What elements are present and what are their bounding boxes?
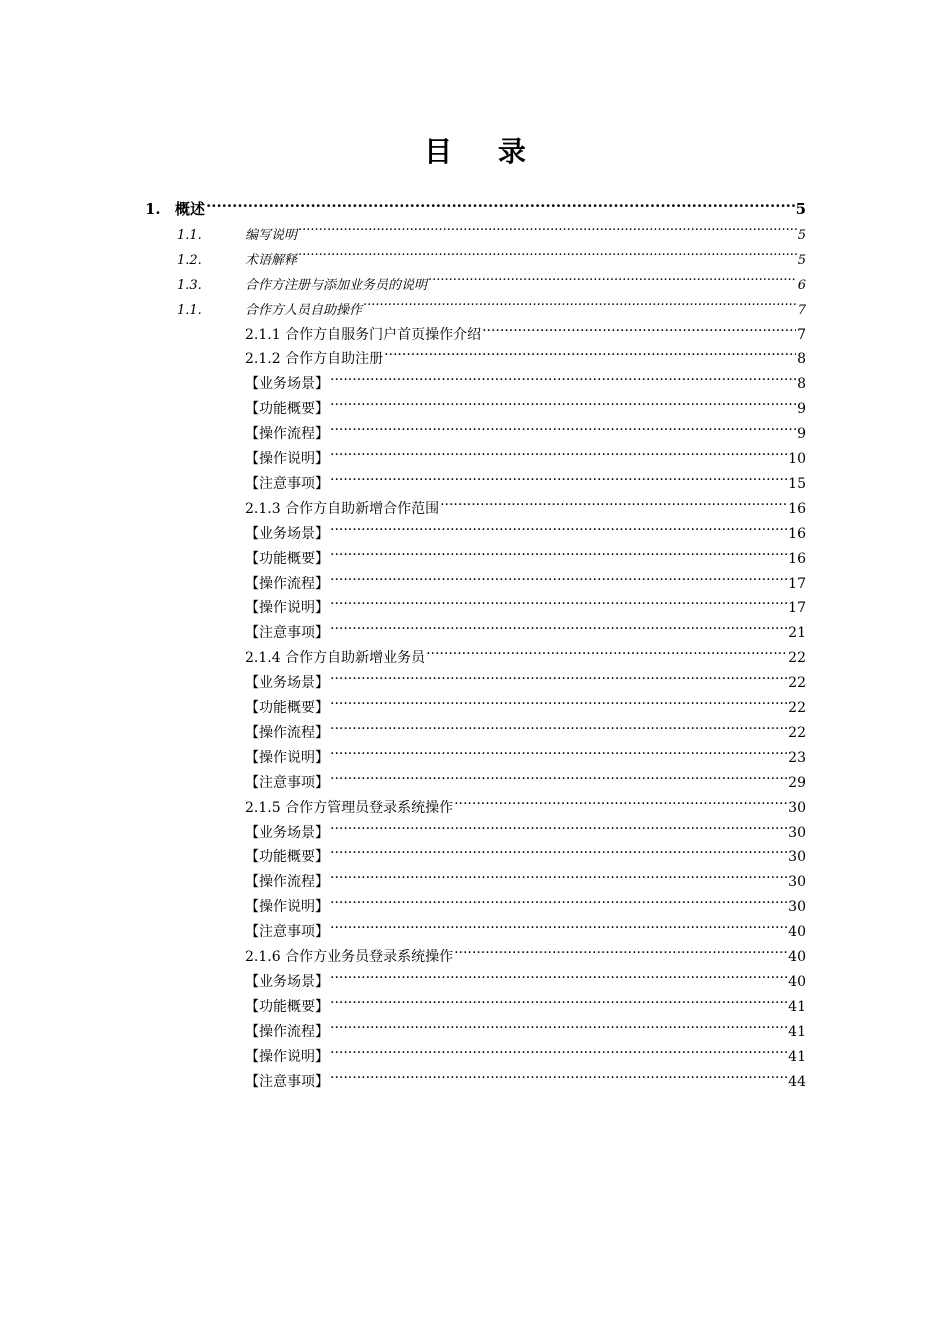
- toc-entry-page-number: 41: [788, 1048, 806, 1065]
- dot-leader: [330, 588, 787, 612]
- toc-entry-page-number: 7: [797, 302, 806, 318]
- toc-entry-page-number: 40: [788, 949, 806, 965]
- dot-leader: [330, 414, 796, 438]
- dot-leader: [330, 837, 787, 861]
- toc-entry-level3[interactable]: [245, 937, 806, 965]
- toc-entry-level3[interactable]: [245, 613, 806, 642]
- dot-leader: [454, 788, 787, 812]
- toc-entry-label: 合作方注册与添加业务员的说明: [245, 277, 428, 293]
- dot-leader: [330, 688, 787, 712]
- dot-leader: [298, 215, 797, 239]
- toc-entry-label: 术语解释: [245, 252, 298, 268]
- dot-leader: [454, 937, 787, 961]
- toc-entry-label: 2.1.3 合作方自助新增合作范围: [245, 500, 440, 517]
- toc-entry-page-number: 22: [788, 675, 806, 692]
- toc-entry-label: 【操作说明】: [245, 1048, 329, 1065]
- dot-leader: [330, 464, 787, 488]
- toc-entry-label: 【功能概要】: [245, 998, 329, 1015]
- toc-entry-page-number: 8: [797, 376, 806, 393]
- dot-leader: [426, 638, 787, 662]
- dot-leader: [330, 912, 787, 936]
- toc-entry-level3[interactable]: [245, 713, 806, 741]
- toc-entry-label: 【操作说明】: [245, 899, 329, 916]
- toc-entry-level3[interactable]: [245, 315, 806, 343]
- toc-entry-number: 1.2.: [177, 252, 202, 268]
- toc-entry-page-number: 15: [788, 475, 806, 492]
- toc-entry-label: 2.1.2 合作方自助注册: [245, 351, 384, 368]
- toc-entry-page-number: 22: [788, 700, 806, 716]
- toc-entry-label: 【业务场景】: [245, 973, 329, 990]
- toc-entry-level3[interactable]: [245, 1062, 806, 1090]
- toc-entry-page-number: 6: [797, 277, 806, 293]
- dot-leader: [330, 813, 787, 837]
- toc-entry-label: 2.1.6 合作方业务员登录系统操作: [245, 949, 454, 965]
- toc-entry-label: 合作方人员自助操作: [245, 302, 363, 318]
- toc-entry-level3[interactable]: [245, 339, 806, 368]
- toc-entry-level3[interactable]: [245, 962, 806, 990]
- toc-entry-number: 1.1.: [177, 227, 202, 243]
- dot-leader: [330, 862, 787, 886]
- dot-leader: [330, 713, 787, 737]
- toc-entry-page-number: 40: [788, 924, 806, 941]
- toc-entry-page-number: 29: [788, 774, 806, 791]
- toc-entry-page-number: 22: [788, 650, 806, 667]
- toc-entry-level3[interactable]: [245, 489, 806, 517]
- toc-entry-label: 【操作说明】: [245, 451, 329, 467]
- toc-entry-level3[interactable]: [245, 813, 806, 841]
- toc-entry-level3[interactable]: [245, 539, 806, 567]
- toc-entry-page-number: 21: [788, 625, 806, 642]
- dot-leader: [428, 265, 797, 289]
- dot-leader: [330, 613, 787, 637]
- toc-entry-level3[interactable]: [245, 1037, 806, 1065]
- toc-entry-page-number: 5: [797, 252, 806, 268]
- toc-entry-level3[interactable]: [245, 887, 806, 916]
- toc-entry-level3[interactable]: [245, 439, 806, 467]
- toc-entry-level3[interactable]: [245, 862, 806, 891]
- toc-entry-level3[interactable]: [245, 912, 806, 941]
- toc-entry-label: 【业务场景】: [245, 675, 329, 692]
- dot-leader: [330, 1012, 787, 1036]
- toc-entry-level3[interactable]: [245, 364, 806, 393]
- dot-leader: [363, 290, 797, 314]
- toc-entry-number: 1.: [145, 200, 161, 218]
- toc-entry-label: 编写说明: [245, 227, 298, 243]
- toc-entry-level3[interactable]: [245, 588, 806, 617]
- toc-entry-page-number: 22: [788, 724, 806, 741]
- toc-entry-label: 【业务场景】: [245, 525, 329, 542]
- toc-entry-label: 【操作流程】: [245, 1023, 329, 1040]
- toc-entry-level2[interactable]: [177, 215, 806, 243]
- dot-leader: [330, 514, 787, 538]
- toc-entry-page-number: 17: [788, 600, 806, 617]
- dot-leader: [330, 539, 787, 563]
- dot-leader: [330, 887, 787, 911]
- toc-entry-label: 2.1.4 合作方自助新增业务员: [245, 650, 426, 667]
- dot-leader: [206, 190, 795, 214]
- toc-entry-level2[interactable]: [177, 265, 806, 293]
- toc-entry-level3[interactable]: [245, 514, 806, 542]
- dot-leader: [330, 962, 787, 986]
- toc-entry-page-number: 41: [788, 998, 806, 1015]
- toc-entry-label: 2.1.5 合作方管理员登录系统操作: [245, 799, 454, 816]
- dot-leader: [330, 987, 787, 1011]
- toc-entry-number: 1.3.: [177, 277, 202, 293]
- toc-entry-level3[interactable]: [245, 837, 806, 866]
- toc-entry-page-number: 9: [797, 426, 806, 443]
- toc-entry-label: 【操作流程】: [245, 426, 329, 443]
- toc-entry-level2[interactable]: [177, 290, 806, 318]
- toc-entry-page-number: 17: [788, 575, 806, 592]
- toc-entry-page-number: 5: [797, 227, 806, 243]
- toc-title: 目 录: [424, 135, 544, 168]
- toc-entry-page-number: 30: [788, 849, 806, 866]
- toc-entry-label: 2.1.1 合作方自服务门户首页操作介绍: [245, 326, 482, 343]
- toc-entry-page-number: 40: [788, 973, 806, 990]
- dot-leader: [384, 339, 796, 363]
- toc-entry-label: 【注意事项】: [245, 924, 329, 941]
- dot-leader: [330, 564, 787, 588]
- toc-entry-level3[interactable]: [245, 564, 806, 592]
- toc-entry-level3[interactable]: [245, 638, 806, 667]
- toc-entry-label: 【注意事项】: [245, 1073, 329, 1090]
- toc-entry-label: 【业务场景】: [245, 824, 329, 841]
- toc-entry-page-number: 16: [788, 550, 806, 567]
- toc-entry-label: 【操作流程】: [245, 874, 329, 891]
- toc-entry-page-number: 16: [788, 500, 806, 517]
- toc-entry-label: 【注意事项】: [245, 625, 329, 642]
- toc-entry-page-number: 8: [797, 351, 806, 368]
- toc-entry-level3[interactable]: [245, 738, 806, 766]
- toc-entry-level3[interactable]: [245, 763, 806, 791]
- dot-leader: [440, 489, 787, 513]
- toc-entry-label: 【业务场景】: [245, 376, 329, 393]
- toc-entry-page-number: 30: [788, 824, 806, 841]
- toc-entry-level3[interactable]: [245, 788, 806, 816]
- toc-entry-page-number: 44: [788, 1073, 806, 1090]
- toc-entry-page-number: 30: [788, 899, 806, 916]
- dot-leader: [330, 364, 796, 388]
- toc-entry-label: 概述: [175, 200, 206, 218]
- toc-entry-page-number: 10: [788, 451, 806, 467]
- toc-entry-level3[interactable]: [245, 1012, 806, 1040]
- dot-leader: [330, 738, 787, 762]
- toc-entry-level3[interactable]: [245, 688, 806, 716]
- toc-entry-label: 【功能概要】: [245, 849, 329, 866]
- toc-entry-level3[interactable]: [245, 987, 806, 1015]
- toc-entry-label: 【操作流程】: [245, 724, 329, 741]
- toc-entry-level3[interactable]: [245, 663, 806, 692]
- dot-leader: [330, 1062, 787, 1086]
- toc-entry-label: 【功能概要】: [245, 401, 329, 418]
- toc-entry-level3[interactable]: [245, 464, 806, 492]
- toc-entry-page-number: 5: [795, 200, 806, 218]
- toc-entry-page-number: 41: [788, 1023, 806, 1040]
- dot-leader: [482, 315, 796, 339]
- dot-leader: [330, 663, 787, 687]
- toc-entry-level1[interactable]: [145, 190, 806, 218]
- dot-leader: [330, 389, 796, 413]
- toc-entry-label: 【功能概要】: [245, 700, 329, 716]
- dot-leader: [298, 240, 797, 264]
- toc-entry-page-number: 16: [788, 525, 806, 542]
- toc-entry-label: 【注意事项】: [245, 774, 329, 791]
- dot-leader: [330, 1037, 787, 1061]
- toc-entry-level3[interactable]: [245, 414, 806, 443]
- toc-entry-page-number: 7: [797, 326, 806, 343]
- toc-entry-label: 【操作流程】: [245, 575, 329, 592]
- toc-entry-label: 【操作说明】: [245, 749, 329, 766]
- toc-entry-level3[interactable]: [245, 389, 806, 418]
- dot-leader: [330, 439, 787, 463]
- toc-entry-page-number: 9: [797, 401, 806, 418]
- toc-entry-label: 【功能概要】: [245, 550, 329, 567]
- toc-entry-page-number: 30: [788, 799, 806, 816]
- toc-entry-page-number: 30: [788, 874, 806, 891]
- dot-leader: [330, 763, 787, 787]
- toc-entry-level2[interactable]: [177, 240, 806, 268]
- toc-entry-label: 【操作说明】: [245, 600, 329, 617]
- toc-entry-page-number: 23: [788, 749, 806, 766]
- toc-entry-label: 【注意事项】: [245, 475, 329, 492]
- toc-entry-number: 1.1.: [177, 302, 202, 318]
